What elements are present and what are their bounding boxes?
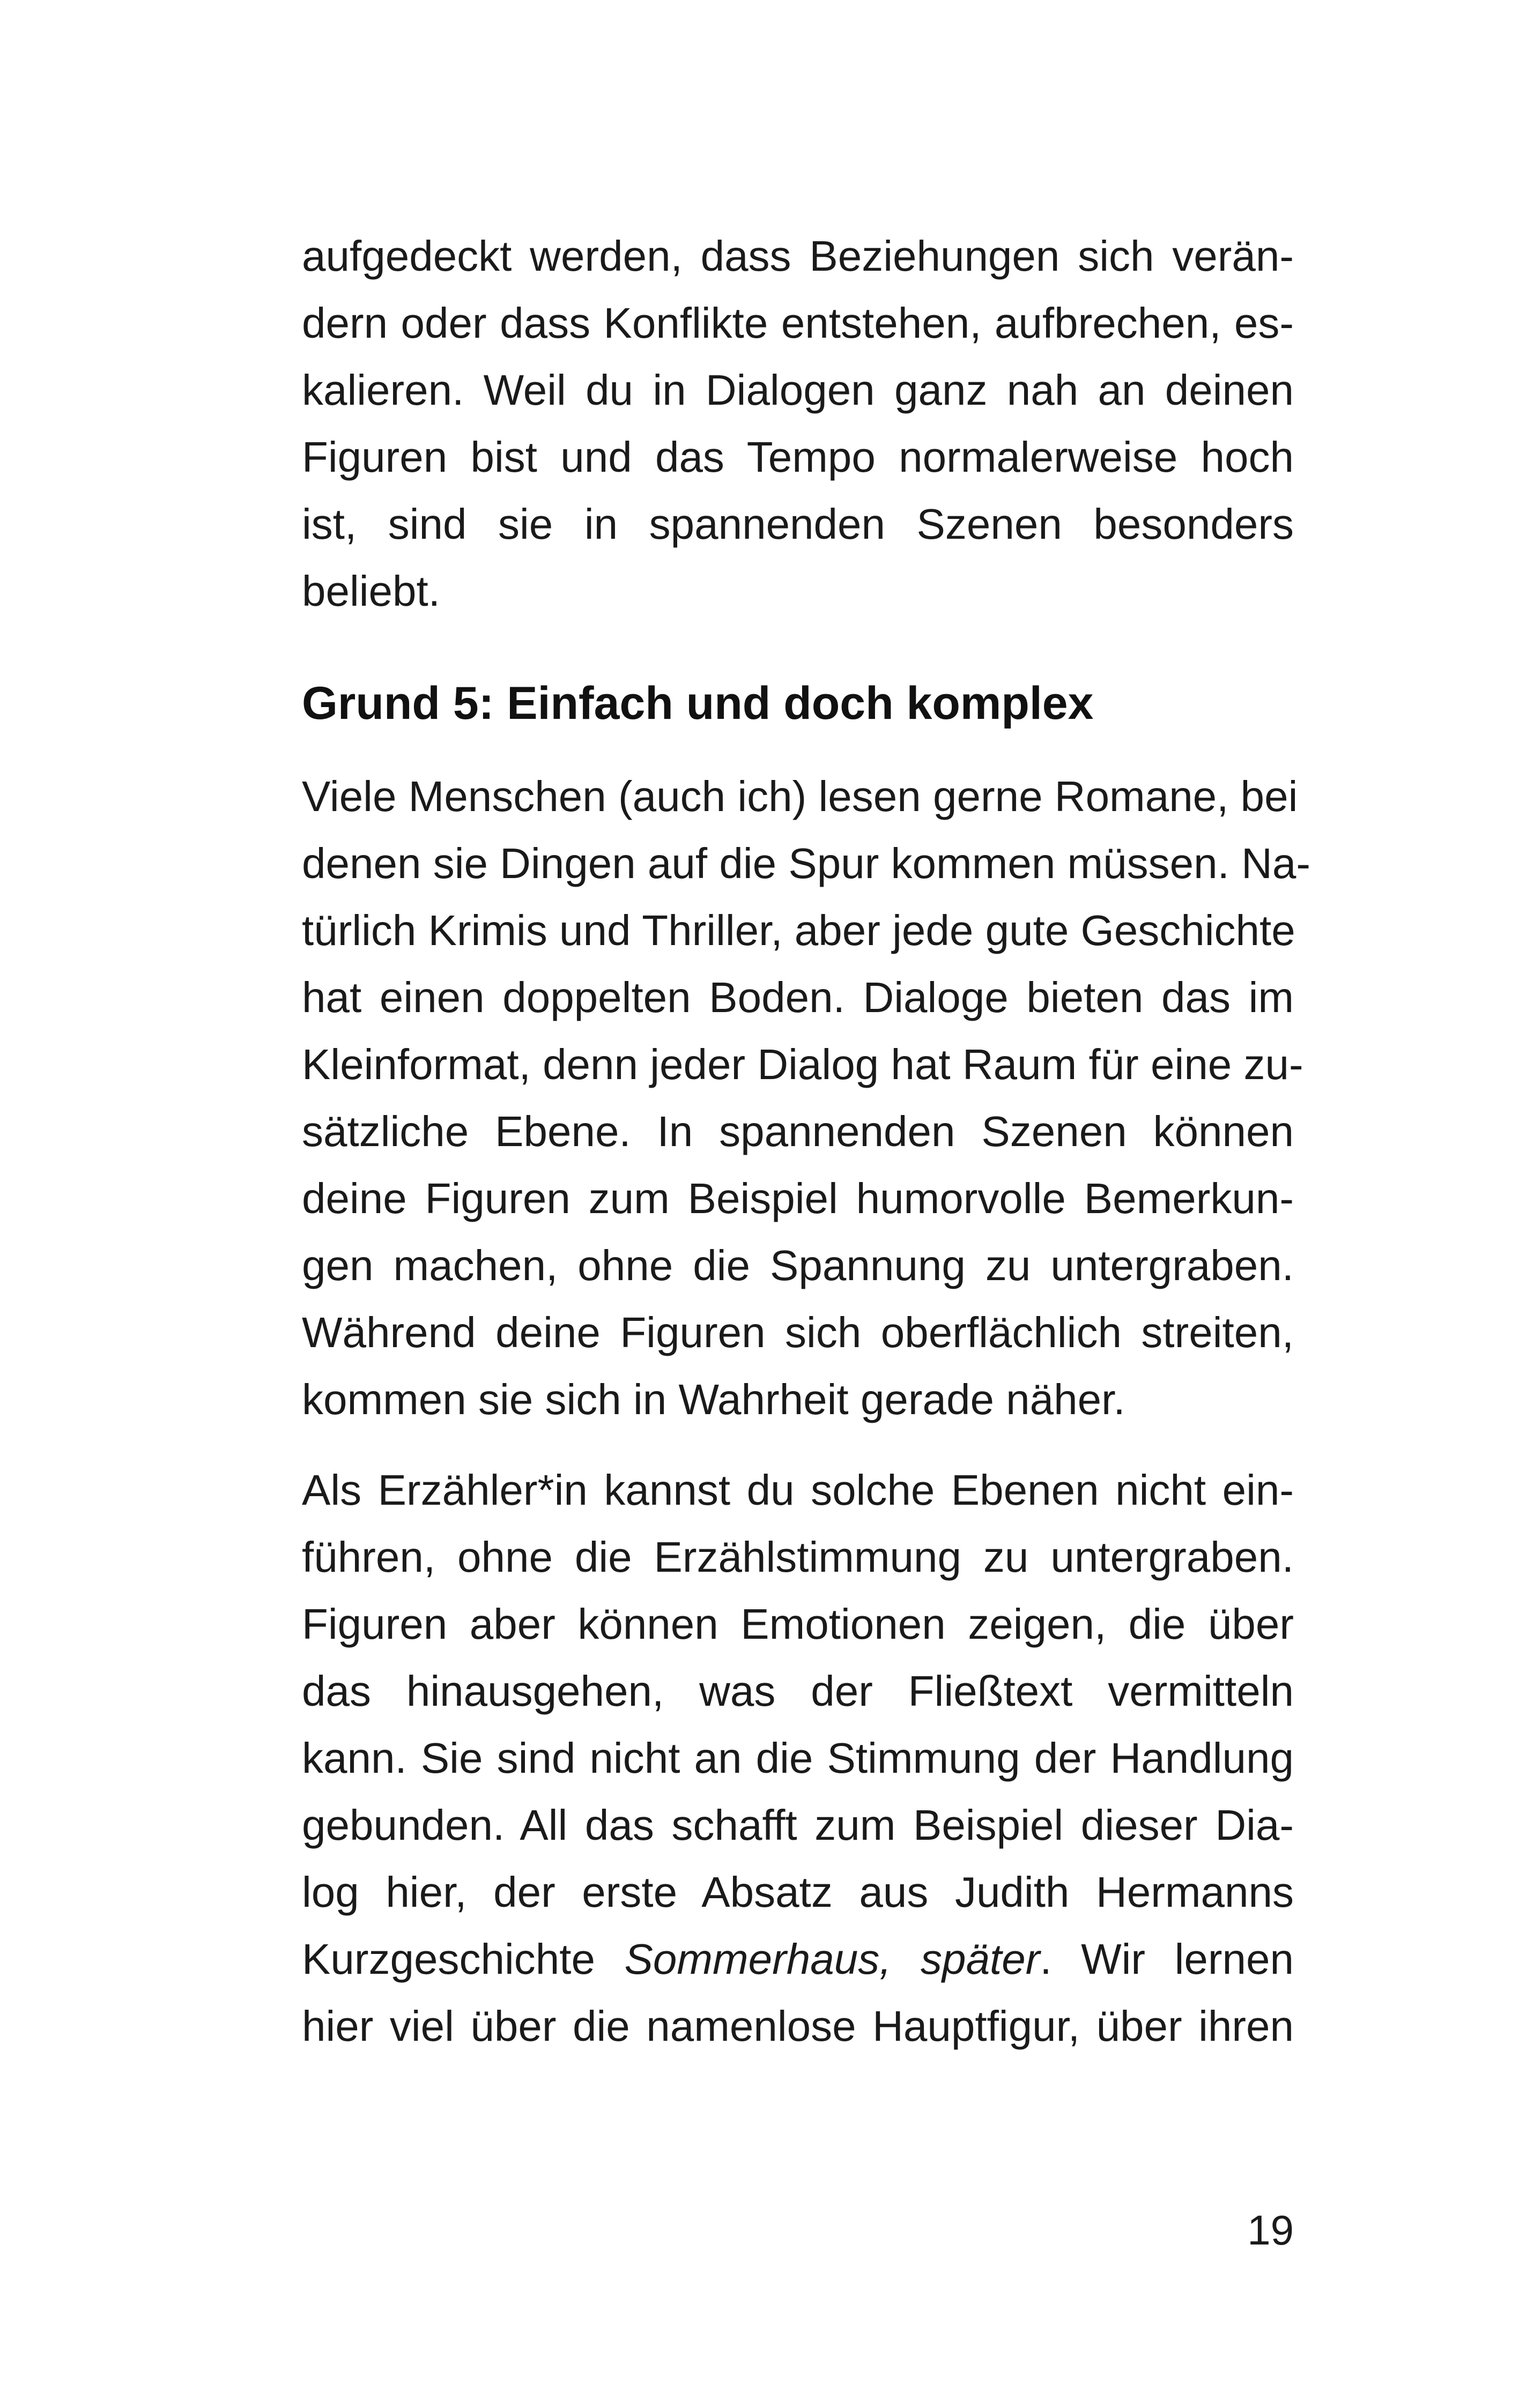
text-line: dern oder dass Konflikte entstehen, aufbrechen, es- bbox=[302, 299, 1294, 347]
text-segment: . Wir lernen bbox=[1040, 1935, 1294, 1983]
text-line: Figuren bist und das Tempo normalerweise hoch bbox=[302, 433, 1294, 481]
text-line: denen sie Dingen auf die Spur kommen müssen. Na- bbox=[302, 839, 1311, 887]
paragraph-reason-5 bbox=[302, 763, 1311, 1433]
text-line: kommen sie sich in Wahrheit gerade näher. bbox=[302, 1376, 1125, 1423]
page-number: 19 bbox=[1247, 2206, 1294, 2254]
text-line: ist, sind sie in spannenden Szenen besonders bbox=[302, 500, 1294, 548]
book-title: Sommerhaus, später bbox=[624, 1935, 1040, 1983]
book-page bbox=[302, 0, 1311, 2408]
text-line: Viele Menschen (auch ich) lesen gerne Romane, bei bbox=[302, 772, 1298, 820]
text-line: Kleinformat, denn jeder Dialog hat Raum für eine zu- bbox=[302, 1041, 1303, 1088]
text-line: hat einen doppelten Boden. Dialoge bieten das im bbox=[302, 973, 1294, 1021]
text-line-with-title bbox=[302, 1926, 1294, 1993]
section-heading: Grund 5: Einfach und doch komplex bbox=[302, 678, 1094, 729]
text-line: log hier, der erste Absatz aus Judith Hermanns bbox=[302, 1868, 1294, 1916]
text-line: das hinausgehen, was der Fließtext vermitteln bbox=[302, 1667, 1294, 1715]
paragraph-narrator bbox=[302, 1456, 1294, 2060]
text-line: Während deine Figuren sich oberflächlich streiten, bbox=[302, 1309, 1294, 1356]
text-line: gen machen, ohne die Spannung zu untergraben. bbox=[302, 1242, 1294, 1289]
text-line: gebunden. All das schafft zum Beispiel dieser Dia- bbox=[302, 1801, 1294, 1849]
text-line: hier viel über die namenlose Hauptfigur, über ihren bbox=[302, 2002, 1294, 2050]
text-line: aufgedeckt werden, dass Beziehungen sich verän- bbox=[302, 232, 1294, 280]
text-line: deine Figuren zum Beispiel humorvolle Bemerkun- bbox=[302, 1175, 1294, 1222]
text-line: führen, ohne die Erzählstimmung zu untergraben. bbox=[302, 1533, 1294, 1581]
text-segment: Kurzgeschichte bbox=[302, 1935, 625, 1983]
text-line: Figuren aber können Emotionen zeigen, die über bbox=[302, 1600, 1294, 1648]
paragraph-intro bbox=[302, 222, 1294, 625]
text-line: Als Erzähler*in kannst du solche Ebenen nicht ein- bbox=[302, 1466, 1294, 1514]
text-line: kann. Sie sind nicht an die Stimmung der Handlung bbox=[302, 1734, 1294, 1782]
text-line: türlich Krimis und Thriller, aber jede gute Geschichte bbox=[302, 906, 1295, 954]
text-line: sätzliche Ebene. In spannenden Szenen können bbox=[302, 1108, 1294, 1155]
text-line: kalieren. Weil du in Dialogen ganz nah an deinen bbox=[302, 366, 1294, 414]
text-line: beliebt. bbox=[302, 567, 440, 615]
